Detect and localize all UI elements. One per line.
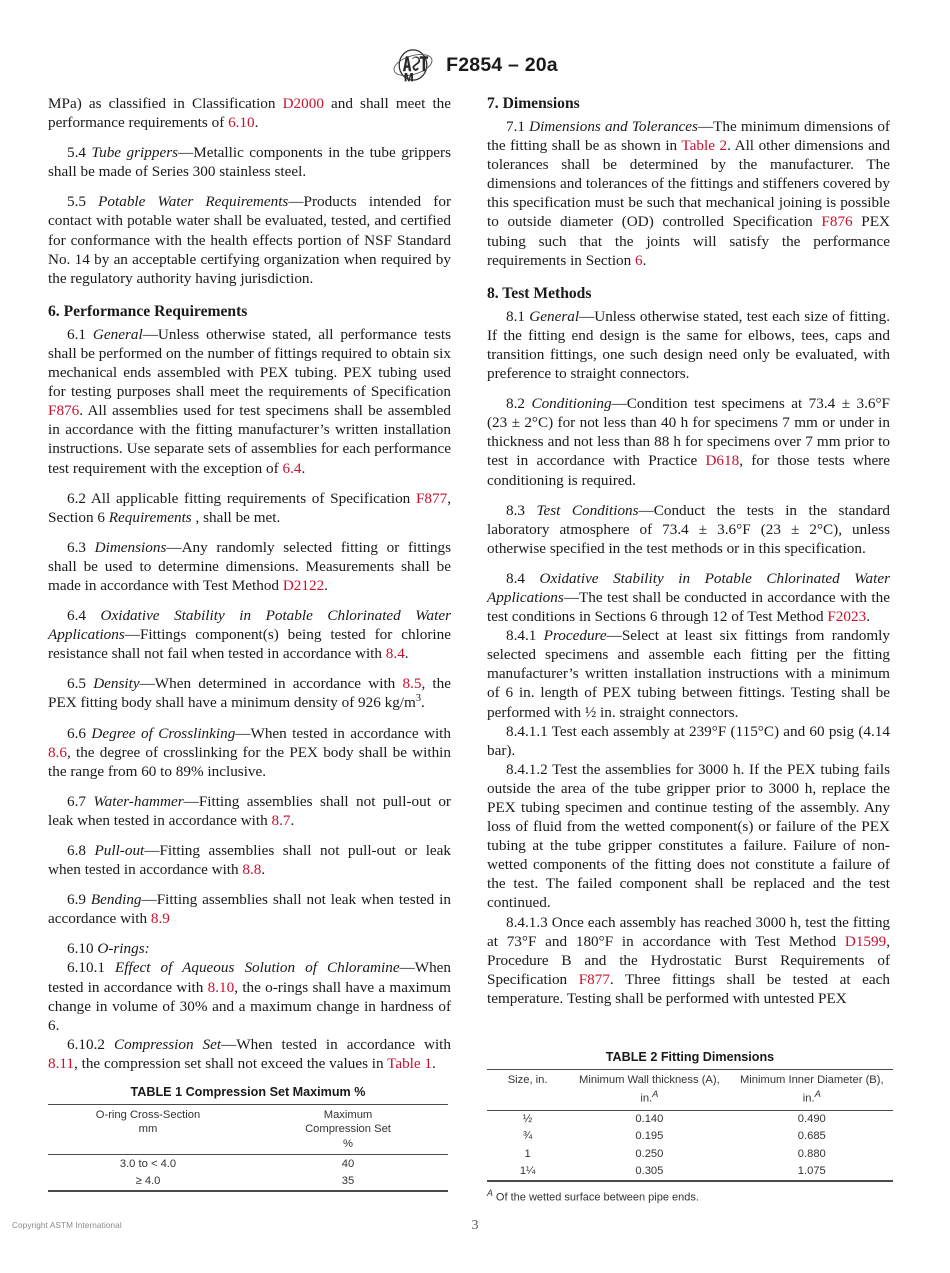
text-run: —The test shall be conducted in accordance with the test conditions in Sections 6 through 12 of Test Method xyxy=(487,588,890,626)
paragraph-8-3 xyxy=(487,501,890,558)
header-line: mm xyxy=(138,1123,158,1136)
header-line: Maximum xyxy=(323,1109,373,1121)
document-designation: F2854 – 20a xyxy=(446,53,558,76)
text-run: —When determined in accordance with xyxy=(139,675,403,693)
text-run: PEX tubing such that the joints will satisfy the performance requirements in Section xyxy=(487,213,890,269)
table-1-header-cell xyxy=(248,1105,448,1155)
paragraph-number: 5.5 xyxy=(67,193,99,211)
paragraph-6-4 xyxy=(48,606,451,663)
text-run: , Procedure B and the Hydrostatic Burst Requirements of Specification xyxy=(487,932,890,988)
superscript-exponent: 3 xyxy=(415,693,422,705)
paragraph-title: Dimensions and Tolerances xyxy=(529,118,698,135)
astm-logo-icon xyxy=(392,47,434,83)
text-run: —Any randomly selected fitting or fittings shall be used to determine dimensions. Measurements shall be made in accordance with Test Method xyxy=(48,538,451,594)
paragraph-number: 8.3 xyxy=(506,501,537,519)
table-2-footnote xyxy=(487,1186,893,1205)
text-run: —Metallic components in the tube grippers shall be made of Series 300 stainless steel. xyxy=(48,144,451,181)
text-run: Test the assemblies for 3000 h. If the PEX tubing fails outside the area of the tube gripper prior to 3000 h, replace the PEX tubing specimen and continue testing of the assembly. Any loss of fluid from the wetted component(s) or failure of the PEX tubing at the tube gripper constitutes a failure. Failure of non-wetted components of the fitting does not constitute a failure of the test. The failed component shall be replaced and the test continued. xyxy=(487,760,890,912)
text-run: —Fitting assemblies shall not pull-out or leak when tested in accordance with xyxy=(48,792,451,829)
table-cell: 40 xyxy=(248,1155,448,1173)
paragraph-title: Effect of Aqueous Solution of Chloramine xyxy=(115,959,400,977)
table-cell: 0.250 xyxy=(635,1147,664,1160)
text-run: , the compression set shall not exceed the values in xyxy=(74,1054,388,1072)
table-cell: 0.195 xyxy=(635,1130,664,1143)
text-run: MPa) as classified in Classification xyxy=(48,95,283,112)
text-run: . xyxy=(301,459,306,477)
footnote-marker: A xyxy=(814,1089,821,1100)
reference-f2023[interactable]: F2023 xyxy=(827,608,867,626)
reference-d2122[interactable]: D2122 xyxy=(282,576,325,594)
table-cell: ½ xyxy=(487,1110,568,1128)
paragraph-8-2 xyxy=(487,394,890,489)
reference-d2000[interactable]: D2000 xyxy=(282,95,324,112)
paragraph-number: 6.10.2 xyxy=(67,1035,114,1053)
paragraph-6-6 xyxy=(48,724,451,781)
paragraph-number: 8.4.1 xyxy=(506,627,544,645)
paragraph-6-10-2 xyxy=(48,1035,451,1073)
paragraph-title: Degree of Crosslinking xyxy=(91,724,236,742)
paragraph-title: O-rings: xyxy=(97,940,150,958)
table-cell: ≥ 4.0 xyxy=(48,1173,248,1191)
reference-table-1[interactable]: Table 1 xyxy=(387,1054,433,1072)
table-2-container xyxy=(487,1050,893,1205)
table-cell: ¾ xyxy=(522,1130,533,1143)
text-run: —When tested in accordance with xyxy=(235,724,451,742)
table-cell: 3.0 to < 4.0 xyxy=(48,1155,248,1173)
paragraph-number: 7.1 xyxy=(506,118,530,135)
reference-8-9[interactable]: 8.9 xyxy=(150,910,170,928)
header-line: % xyxy=(343,1137,353,1150)
paragraph-6-5 xyxy=(48,674,451,712)
right-text-column xyxy=(487,94,890,1008)
reference-8-7[interactable]: 8.7 xyxy=(271,811,291,829)
text-run: —Unless otherwise stated, test each size of fitting. If the fitting end design is the same for elbows, tees, caps and transition fittings, one such design need only be evaluated, with preference to straight connectors. xyxy=(487,307,891,383)
paragraph-number: 6.7 xyxy=(67,792,94,810)
table-2-header-cell xyxy=(487,1070,568,1111)
text-run: , shall be met. xyxy=(191,508,281,526)
section-heading-8: 8. Test Methods xyxy=(487,284,592,302)
reference-8-6[interactable]: 8.6 xyxy=(48,743,67,761)
table-2-title: TABLE 2 Fitting Dimensions xyxy=(605,1050,775,1064)
paragraph-number: 6.6 xyxy=(67,724,92,742)
paragraph-6-10-1 xyxy=(48,958,451,1034)
reference-6-10[interactable]: 6.10 xyxy=(228,114,255,132)
paragraph-number: 6.3 xyxy=(67,538,95,556)
paragraph-title: Test Conditions xyxy=(536,501,639,519)
paragraph-title: Bending xyxy=(90,891,142,909)
paragraph-8-1 xyxy=(487,307,890,383)
text-run: —Products intended for contact with potable water shall be evaluated, tested, and certified for conformance with the health effects portion of NSF Standard No. 14 by an acceptable certifying organization when required by the regulatory authority having jurisdiction. xyxy=(48,193,452,287)
paragraph-8-4-1-3 xyxy=(487,913,890,1008)
text-run: . All assemblies used for test specimens shall be assembled in accordance with the fitting manufacturer’s written installation instructions. Use separate sets of assemblies for each performance test requirement with the exception of xyxy=(48,402,451,477)
header-line: Minimum Wall thickness (A), xyxy=(579,1074,720,1086)
text-run: All applicable fitting requirements of Specification xyxy=(90,489,416,507)
paragraph-6-1 xyxy=(48,325,451,478)
text-run: . xyxy=(432,1054,436,1072)
header-line: Compression Set xyxy=(305,1123,391,1136)
table-cell: 1¼ xyxy=(487,1163,568,1181)
table-cell: 35 xyxy=(248,1173,448,1191)
document-header xyxy=(0,44,950,86)
table-row xyxy=(48,1173,448,1191)
text-run: . xyxy=(642,251,647,269)
table-2-header-cell xyxy=(731,1070,893,1111)
paragraph-6-2 xyxy=(48,489,451,527)
table-cell: 0.880 xyxy=(797,1147,826,1160)
header-line xyxy=(50,1137,246,1151)
section-heading-7: 7. Dimensions xyxy=(487,95,580,112)
reference-f877[interactable]: F877 xyxy=(578,970,610,988)
paragraph-title: General xyxy=(529,307,580,325)
paragraph-title: Dimensions xyxy=(94,538,167,556)
paragraph-8-4-1 xyxy=(487,626,890,721)
paragraph-number: 6.8 xyxy=(67,842,95,859)
table-cell: 0.305 xyxy=(568,1163,730,1181)
table-2 xyxy=(487,1069,893,1182)
reference-d618[interactable]: D618 xyxy=(705,452,740,470)
paragraph-6-8 xyxy=(48,841,451,879)
text-run: —Condition test specimens at 73.4 ± 3.6°F (23 ± 2°C) for not less than 40 h for specimens 7 mm or under in thickness and not less than 88 h for specimens over 7 mm prior to test in accordance with Practice xyxy=(487,395,890,470)
paragraph-number: 6.1 xyxy=(67,325,93,343)
text-run: and shall meet the performance requirements of xyxy=(48,95,451,132)
paragraph-title: Potable Water Requirements xyxy=(98,193,289,211)
reference-d1599[interactable]: D1599 xyxy=(844,932,887,950)
footnote-marker: A xyxy=(487,1188,493,1199)
paragraph-number: 6.2 xyxy=(67,489,91,507)
paragraph-number: 8.4.1.3 xyxy=(506,913,552,931)
text-run: Once each assembly has reached 3000 h, test the fitting at 73°F and 180°F in accordance with Test Method xyxy=(487,913,891,950)
paragraph-number: 6.4 xyxy=(67,607,101,625)
reference-table-2[interactable]: Table 2 xyxy=(681,137,728,155)
paragraph-title: Compression Set xyxy=(113,1035,222,1053)
copyright-notice: Copyright ASTM International xyxy=(12,1221,122,1230)
reference-f876[interactable]: F876 xyxy=(48,402,80,420)
reference-8-10[interactable]: 8.10 xyxy=(207,978,235,996)
paragraph-number: 6.5 xyxy=(67,675,94,693)
header-line xyxy=(733,1087,891,1106)
paragraph-number: 8.2 xyxy=(506,395,532,413)
page-number: 3 xyxy=(471,1218,479,1233)
table-1 xyxy=(48,1104,448,1192)
text-run: , the o-rings shall have a maximum change in volume of 30% and a maximum change in hardness of 6. xyxy=(48,978,451,1034)
text-run: —Unless otherwise stated, all performance tests shall be performed on the number of fittings required to obtain six mechanical ends assembled with PEX tubing. PEX tubing used for testing purposes shall meet the requirements of Specification xyxy=(48,325,451,401)
header-line: Size, in. xyxy=(507,1074,548,1086)
text-run: —Fitting assemblies shall not pull-out or leak when tested in accordance with xyxy=(48,842,451,879)
table-1-title: TABLE 1 Compression Set Maximum % xyxy=(130,1085,366,1099)
reference-8-11[interactable]: 8.11 xyxy=(48,1054,75,1072)
text-run: —The minimum dimensions of the fitting shall be as shown in xyxy=(487,118,890,155)
text-run: . xyxy=(404,645,409,663)
header-line: O-ring Cross-Section xyxy=(95,1109,201,1121)
table-row xyxy=(48,1155,448,1173)
paragraph-title: Oxidative Stability in Potable Chlorinated Water Applications xyxy=(48,607,451,644)
paragraph-number: 5.4 xyxy=(67,144,92,162)
text-run: . xyxy=(290,811,295,829)
text-run: —Select at least six fittings from randomly selected specimens and assemble each fitting per the fitting manufacturer’s written installation instructions with a minimum of 6 in. length of PEX tubing between fittings. Testing shall be performed with ½ in. straight connectors. xyxy=(487,627,890,721)
table-2-header-cell xyxy=(568,1070,730,1111)
table-1-header-cell xyxy=(48,1105,248,1155)
paragraph-title: Density xyxy=(93,675,140,693)
text-run: , for those tests where conditioning is required. xyxy=(487,452,890,489)
text-run: . xyxy=(254,114,259,132)
paragraph-title: General xyxy=(92,325,143,343)
table-cell: 1 xyxy=(524,1147,531,1160)
paragraph-title: Tube grippers xyxy=(91,144,179,162)
text-run: . xyxy=(324,576,328,594)
table-1-container xyxy=(48,1085,448,1192)
paragraph-number: 8.4.1.2 xyxy=(506,760,553,778)
reference-8-8[interactable]: 8.8 xyxy=(242,861,262,879)
text-run: . Three fittings shall be tested at each temperature. Testing shall be performed with untested PEX xyxy=(487,970,890,1007)
paragraph-7-1 xyxy=(487,117,890,270)
paragraph-number: 8.4.1.1 xyxy=(506,722,552,740)
text-run: . xyxy=(421,694,425,712)
table-cell: 0.140 xyxy=(568,1110,730,1128)
paragraph-8-4-1-2 xyxy=(487,760,890,913)
reference-f877[interactable]: F877 xyxy=(415,489,448,507)
table-row xyxy=(487,1163,893,1181)
text-run: —Conduct the tests in the standard laboratory atmosphere of 73.4 ± 3.6°F (23 ± 2°C), unless otherwise specified in the test methods or in this specification. xyxy=(487,501,890,557)
paragraph-6-7 xyxy=(48,792,451,830)
paragraph-title: Procedure xyxy=(543,627,607,645)
paragraph-5-5 xyxy=(48,192,451,287)
footnote-marker: A xyxy=(652,1089,659,1100)
reference-8-4[interactable]: 8.4 xyxy=(385,645,405,663)
paragraph-8-4 xyxy=(487,569,890,626)
reference-8-5[interactable]: 8.5 xyxy=(402,675,422,693)
table-cell: 1.075 xyxy=(731,1163,893,1181)
text-run: , Section 6 xyxy=(48,489,451,526)
paragraph-5-4 xyxy=(48,143,451,181)
table-cell: 0.685 xyxy=(797,1130,826,1143)
text-run: —Fitting assemblies shall not leak when tested in accordance with xyxy=(48,891,451,928)
header-unit: in. xyxy=(640,1093,653,1106)
paragraph-number: 6.10.1 xyxy=(67,959,116,977)
paragraph-title: Conditioning xyxy=(531,395,612,413)
left-text-column xyxy=(48,94,451,1073)
paragraph-6-9 xyxy=(48,890,451,928)
paragraph-6-10 xyxy=(48,939,451,958)
reference-section-6[interactable]: 6 xyxy=(635,251,643,269)
text-run: . xyxy=(261,861,266,879)
table-row xyxy=(487,1128,893,1145)
header-line xyxy=(489,1087,566,1101)
paragraph-title: Water-hammer xyxy=(93,792,184,810)
paragraph-6-3 xyxy=(48,538,451,595)
table-cell: 0.490 xyxy=(731,1110,893,1128)
footnote-text: Of the wetted surface between pipe ends. xyxy=(492,1191,699,1204)
text-run: Test each assembly at 239°F (115°C) and 60 psig (4.14 bar). xyxy=(487,722,890,759)
paragraph-number: 6.10 xyxy=(67,940,98,958)
text-run: —When tested in accordance with xyxy=(221,1035,451,1053)
paragraph-number: 8.4 xyxy=(506,569,540,587)
inline-italic: Requirements xyxy=(108,508,192,526)
text-run: . All other dimensions and tolerances shall be determined by the manufacturer. The dimensions and tolerances of the fittings and stiffeners covered by this specification must be such that mechanical joining is possible to outside diameter (OD) controlled Specification xyxy=(487,137,890,231)
text-run: , the degree of crosslinking for the PEX body shall be within the range from 60 to 89% inclusive. xyxy=(48,743,451,780)
paragraph-title: Oxidative Stability in Potable Chlorinated Water Applications xyxy=(487,569,890,606)
paragraph-title: Pull-out xyxy=(94,842,145,859)
paragraph-8-4-1-1 xyxy=(487,722,890,760)
header-line: Minimum Inner Diameter (B), xyxy=(739,1074,884,1086)
table-row xyxy=(487,1110,893,1128)
section-heading-6: 6. Performance Requirements xyxy=(48,302,248,320)
reference-6-4[interactable]: 6.4 xyxy=(282,459,302,477)
text-run: , the PEX fitting body shall have a minimum density of 926 kg/m xyxy=(48,675,451,712)
header-unit: in. xyxy=(802,1093,815,1106)
paragraph-number: 6.9 xyxy=(67,891,91,909)
text-run: —Fittings component(s) being tested for chlorine resistance shall not fail when tested in accordance with xyxy=(48,626,451,663)
text-run: . xyxy=(866,608,870,626)
paragraph-number: 8.1 xyxy=(506,307,530,325)
reference-f876[interactable]: F876 xyxy=(821,213,853,231)
text-run: —When tested in accordance with xyxy=(48,959,452,996)
paragraph-continued xyxy=(48,94,451,132)
header-line xyxy=(570,1087,728,1106)
table-row xyxy=(487,1145,893,1162)
